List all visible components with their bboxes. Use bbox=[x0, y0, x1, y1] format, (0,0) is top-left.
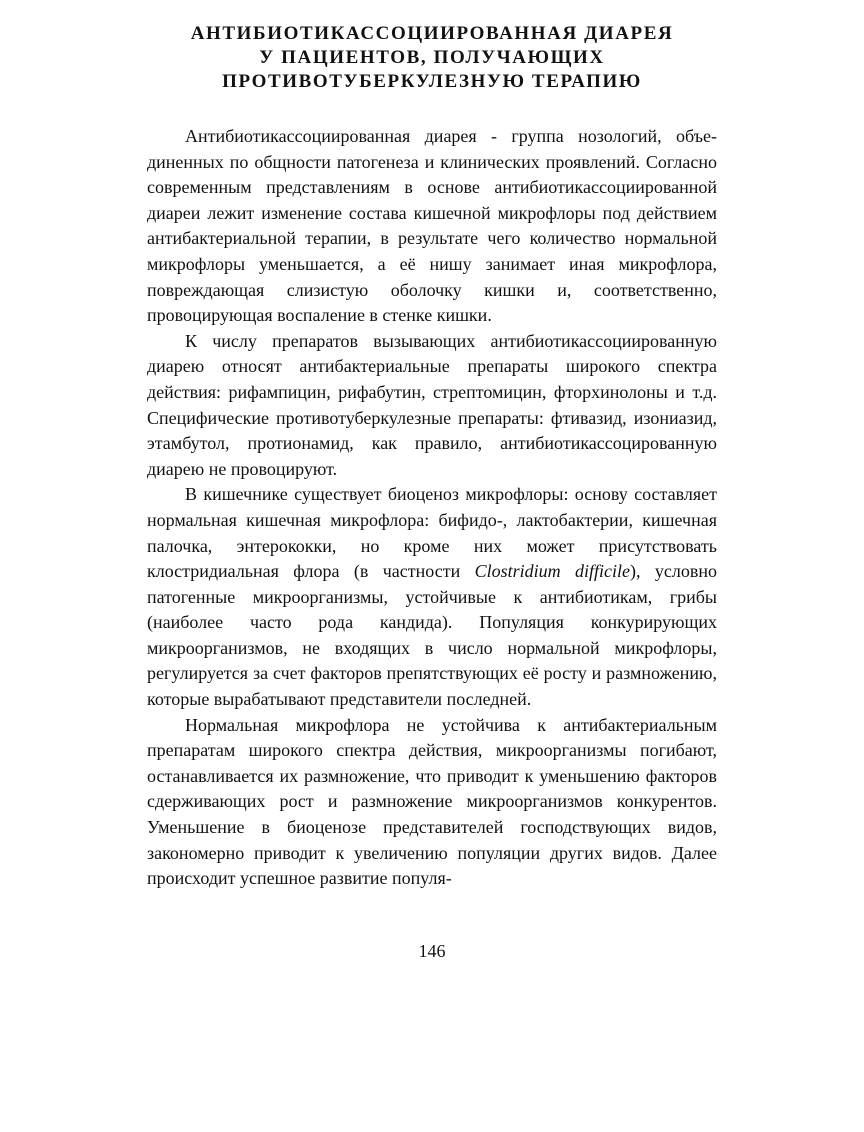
article-body bbox=[147, 124, 717, 892]
page-content bbox=[147, 22, 717, 892]
paragraph-4: Нормальная микрофлора не устойчива к антибактериальным препаратам широкого спектра действия, микроорганизмы погибают, останавливается их размножение, что приводит к уменьшению факторов сдерживающих рост и размножение микроорганизмов конкурентов. Уменьшение в биоценозе представителей господствующих видов, закономерно приводит к увеличению популяции других видов. Далее происходит успешное развитие популя- bbox=[147, 714, 717, 889]
title-line-3: ПРОТИВОТУБЕРКУЛЕЗНУЮ ТЕРАПИЮ bbox=[222, 71, 642, 92]
paragraph-3-text-after: ), условно патогенные микроорганизмы, устойчивые к антибиотикам, грибы (наиболее часто рода кандида). Популяция конкурирующих микроорганизмов, не входящих в число нормальной микрофлоры, регулируется за счет факторов препятствующих её росту и размножению, которые вырабатывают представители последней. bbox=[147, 561, 717, 710]
title-line-1: АНТИБИОТИКАССОЦИИРОВАННАЯ ДИАРЕЯ bbox=[190, 23, 674, 44]
page-number: 146 bbox=[418, 941, 446, 961]
title-line-2: У ПАЦИЕНТОВ, ПОЛУЧАЮЩИХ bbox=[259, 47, 605, 68]
species-name-italic: Clostridium difficile bbox=[474, 561, 630, 582]
paragraph-3-text-before: В кишечнике существует биоценоз микрофлоры: основу составляет нормальная кишечная микрофлора: бифидо-, лактобактерии, кишечная палочка, энтерококки, но кроме них может присутствовать клостридиальная флора (в частности bbox=[147, 484, 717, 582]
paragraph-2: К числу препаратов вызывающих антибиотикассоциированную диарею относят антибактериальные препараты широкого спектра действия: рифампицин, рифабутин, стрептомицин, фторхинолоны и т.д. Специфические противотуберкулезные препараты: фтивазид, изониазид, этамбутол, протионамид, как правило, антибиотикассоцированную диарею не провоцируют. bbox=[147, 330, 717, 479]
article-title bbox=[147, 22, 717, 94]
paragraph-3 bbox=[147, 482, 717, 712]
paragraph-1: Антибиотикассоциированная диарея - группа нозологий, объединенных по общности патогенеза и клинических проявлений. Согласно современным представлениям в основе антибиотикассоциированной диареи лежит изменение состава кишечной микрофлоры под действием антибактериальной терапии, в результате чего количество нормальной микрофлоры уменьшается, а её нишу занимает иная микрофлора, повреждающая слизистую оболочку кишки и, соответственно, провоцирующая воспаление в стенке кишки. bbox=[147, 126, 717, 326]
